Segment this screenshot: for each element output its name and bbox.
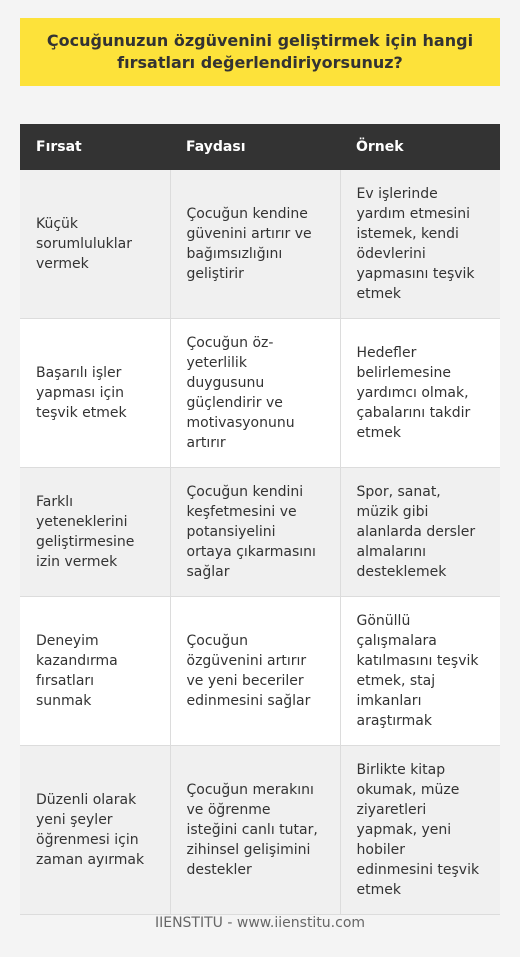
column-header-ornek: Örnek — [340, 124, 500, 170]
cell-faydasi: Çocuğun özgüvenini artırır ve yeni beceriler edinmesini sağlar — [170, 597, 340, 746]
cell-faydasi: Çocuğun kendine güvenini artırır ve bağımsızlığını geliştirir — [170, 170, 340, 319]
cell-faydasi: Çocuğun kendini keşfetmesini ve potansiyelini ortaya çıkarmasını sağlar — [170, 468, 340, 597]
table-row — [20, 170, 500, 319]
cell-firsat: Deneyim kazandırma fırsatları sunmak — [20, 597, 170, 746]
cell-ornek: Hedefler belirlemesine yardımcı olmak, çabalarını takdir etmek — [340, 319, 500, 468]
table-row — [20, 468, 500, 597]
table-row — [20, 319, 500, 468]
table-header-row — [20, 124, 500, 170]
cell-ornek: Birlikte kitap okumak, müze ziyaretleri yapmak, yeni hobiler edinmesini teşvik etmek — [340, 746, 500, 915]
cell-faydasi: Çocuğun öz-yeterlilik duygusunu güçlendirir ve motivasyonunu artırır — [170, 319, 340, 468]
cell-ornek: Gönüllü çalışmalara katılmasını teşvik etmek, staj imkanları araştırmak — [340, 597, 500, 746]
opportunities-table — [20, 124, 500, 915]
cell-firsat: Küçük sorumluluklar vermek — [20, 170, 170, 319]
table-row — [20, 746, 500, 915]
cell-firsat: Farklı yeteneklerini geliştirmesine izin vermek — [20, 468, 170, 597]
cell-firsat: Düzenli olarak yeni şeyler öğrenmesi için zaman ayırmak — [20, 746, 170, 915]
page-title: Çocuğunuzun özgüvenini geliştirmek için hangi fırsatları değerlendiriyorsunuz? — [46, 31, 474, 72]
cell-firsat: Başarılı işler yapması için teşvik etmek — [20, 319, 170, 468]
column-header-faydasi: Faydası — [170, 124, 340, 170]
table-row — [20, 597, 500, 746]
cell-ornek: Spor, sanat, müzik gibi alanlarda dersler almalarını desteklemek — [340, 468, 500, 597]
title-banner — [20, 18, 500, 86]
cell-ornek: Ev işlerinde yardım etmesini istemek, kendi ödevlerini yapmasını teşvik etmek — [340, 170, 500, 319]
column-header-firsat: Fırsat — [20, 124, 170, 170]
cell-faydasi: Çocuğun merakını ve öğrenme isteğini canlı tutar, zihinsel gelişimini destekler — [170, 746, 340, 915]
footer-credit: IIENSTITU - www.iienstitu.com — [154, 915, 366, 931]
